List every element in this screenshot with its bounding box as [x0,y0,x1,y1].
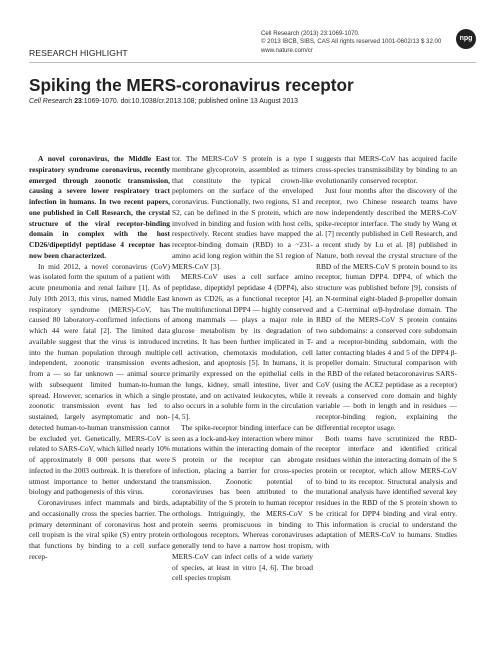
text-column-3 [316,154,457,552]
text-column-2 [172,154,313,584]
journal-line-1: Cell Research (2013) 23:1069-1070. [261,30,360,37]
body-paragraph: MERS-CoV uses a cell surface amino peptidase, dipeptidyl peptidase 4 (DPP4), also known as CD26, as a functional receptor [4]. The multifunctional DPP4 — highly conserved among mammals — plays a major role in glucose metabolism by its degradation of incretins. It has been further implicated in T-cell activation, chemotaxis modulation, cell adhesion, and apoptosis [5]. In humans, it is primarily expressed on the epithelial cells in the lungs, kidney, small intestine, liver and prostate, and on activated leukocytes, while it also occurs in a soluble form in the circulation [4, 5]. [172,272,313,421]
journal-info [261,30,461,55]
header-divider [29,62,476,63]
body-paragraph: A novel coronavirus, the Middle East respiratory syndrome coronavirus, recently emerged through zoonotic transmission, causing a severe lower respiratory tract infection in humans. In two recent papers, one published in Cell Research, the crystal structure of the viral receptor-binding domain in complex with the host CD26/dipeptidyl peptidase 4 receptor has now been characterized. [29,154,170,260]
body-paragraph: suggests that MERS-CoV has acquired facile cross-species transmissibility by binding to an evolutionarily conserved receptor. [316,154,457,185]
section-label: RESEARCH HIGHLIGHT [29,48,128,58]
body-paragraph: Just four months after the discovery of the receptor, two Chinese research teams have now independently described the MERS-CoV spike-receptor interface. The study by Wang et al. [7] recently published in Cell Research, and a recent study by Lu et al. [8] published in Nature, both reveal the crystal structure of the RBD of the MERS-CoV S protein bound to its receptor, human DPP4. DPP4, of which the structure was published before [9], consists of an N-terminal eight-bladed β-propeller domain and a C-terminal α/β-hydrolase domain. The RBD of the MERS-CoV S protein contains two subdomains: a conserved core subdomain and a receptor-binding subdomain, with the latter contacting blades 4 and 5 of the DPP4 β-propeller domain. Structural comparison with the RBD of the related betacoronavirus SARS-CoV (using the ACE2 peptidase as a receptor) reveals a conserved core domain and highly variable — both in length and in residues — receptor-binding region, explaining the differential receptor usage. [316,186,457,432]
article-citation [29,98,298,105]
body-paragraph: The spike-receptor binding interface can be seen as a lock-and-key interaction where minor mutations within the interacting domain of the S protein or the receptor can abrogate infection, placing a barrier for cross-species transmission. Zoonotic potential of coronaviruses has been attributed to the adaptability of the S protein to human receptor orthologs. Intriguingly, the MERS-CoV S protein seems promiscuous in binding to orthologous receptors. Whereas coronaviruses generally tend to have a narrow host tropism, MERS-CoV can infect cells of a wide variety of species, at least in vitro [4, 6]. The broad cell species tropism [172,422,313,583]
body-paragraph: tor. The MERS-CoV S protein is a type I membrane glycoprotein, assembled as trimers that constitute the typical crown-like peplomers on the surface of the enveloped coronavirus. Functionally, two regions, S1 and S2, can be defined in the S protein, which are involved in binding and fusion with host cells, respectively. Recent studies have mapped the receptor-binding domain (RBD) to a ~231-amino acid long region within the S1 region of MERS-CoV [3]. [172,154,313,271]
body-paragraph: In mid 2012, a novel coronavirus (CoV) was isolated form the sputum of a patient with acute pneumonia and renal failure [1]. As of July 10th 2013, this virus, named Middle East respiratory syndrome (MERS)-CoV, has caused 80 laboratory-confirmed infections of which 44 were fatal [2]. The limited data available suggest that the virus is introduced into the human population through multiple independent, zoonotic transmission events from a — so far unknown — animal source with subsequent limited human-to-human spread. However, scenarios in which a single zoonotic transmission event has led to sustained, largely asymptomatic and non-detected human-to-human transmission cannot be excluded yet. Genetically, MERS-CoV is related to SARS-CoV, which killed nearly 10% of approximately 8 000 persons that were infected in the 2003 outbreak. It is therefore of utmost importance to better understand the biology and pathogenesis of this virus. [29,261,170,497]
npg-logo: npg [456,29,476,49]
text-column-1 [29,154,170,563]
body-paragraph: Both teams have scrutinized the RBD-receptor interface and identified critical residues within the interacting domain of the S protein or receptor, which allow MERS-CoV to bind to its receptor. Structural analysis and mutational analysis have identified several key residues in the RBD of the S protein shown to be critical for DPP4 binding and viral entry. This information is crucial to understand the adaptation of MERS-CoV to humans. Studies with [316,433,457,550]
journal-url[interactable]: www.nature.com/cr [261,46,313,54]
article-title: Spiking the MERS-coronavirus receptor [29,75,354,95]
citation-details: :1069-1070. doi:10.1038/cr.2013.108; published online 13 August 2013 [81,98,298,105]
citation-volume: 23 [74,98,82,105]
body-paragraph: Coronaviruses infect mammals and birds, and occasionally cross the species barrier. The primary determinant of coronavirus host and cell tropism is the viral spike (S) entry protein that functions by binding to a cell surface recep- [29,498,170,561]
journal-line-2: © 2013 IBCB, SIBS, CAS All rights reserved 1001-0602/13 $ 32.00 [261,38,442,46]
citation-journal: Cell Research [29,98,73,105]
